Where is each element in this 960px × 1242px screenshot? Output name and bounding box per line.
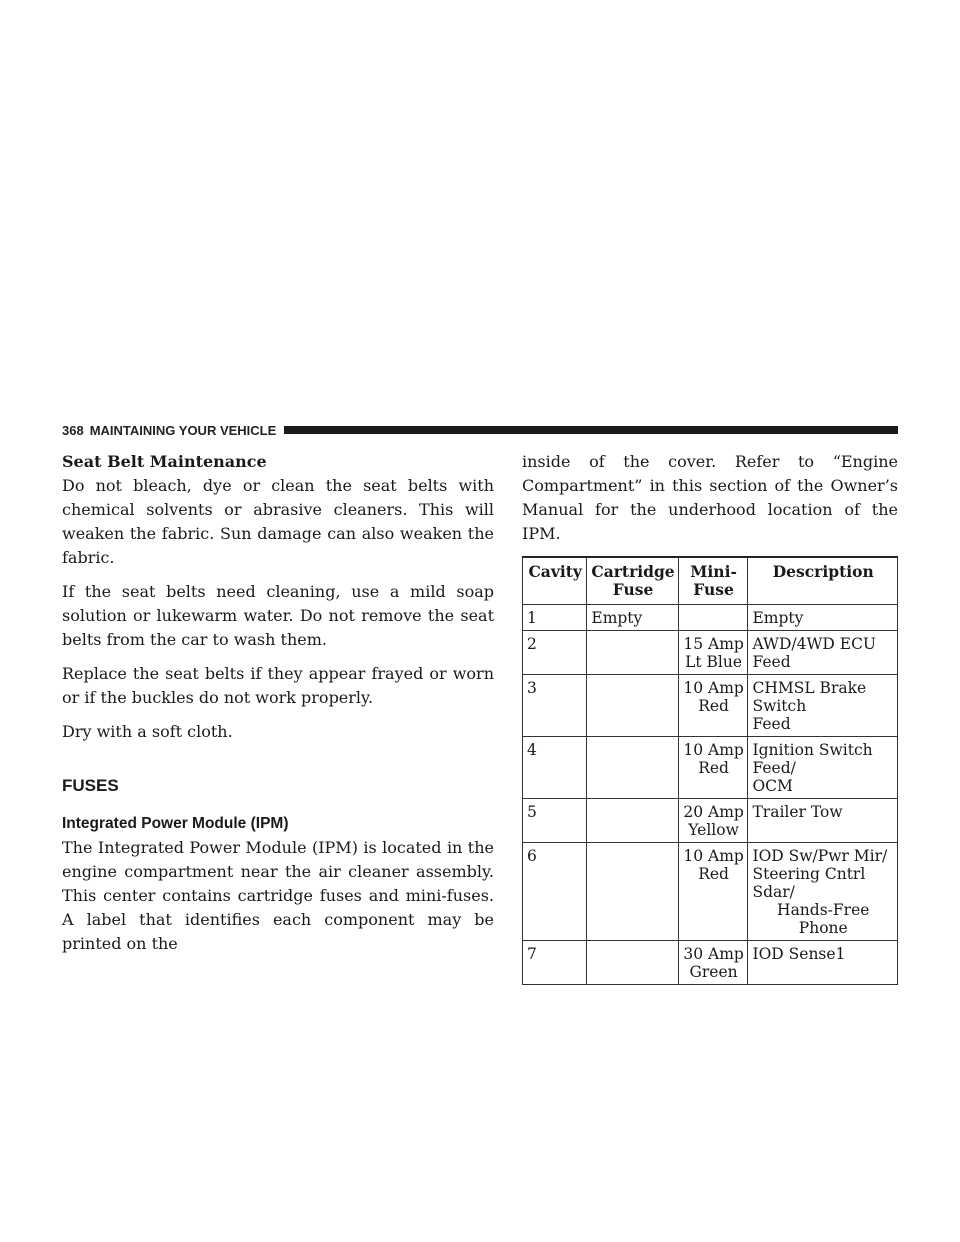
cavity-cell: 3 bbox=[523, 675, 587, 737]
header-mini-fuse: Mini- Fuse bbox=[678, 557, 748, 605]
seat-belt-heading: Seat Belt Maintenance bbox=[62, 452, 267, 471]
cavity-cell: 2 bbox=[523, 631, 587, 675]
page-number: 368 bbox=[62, 422, 84, 438]
mini-fuse-cell: 15 Amp Lt Blue bbox=[678, 631, 748, 675]
left-column bbox=[62, 450, 494, 966]
paragraph: If the seat belts need cleaning, use a mild soap solution or lukewarm water. Do not remove the seat belts from the car to wash them. bbox=[62, 582, 494, 649]
paragraph: Dry with a soft cloth. bbox=[62, 722, 233, 741]
paragraph: Replace the seat belts if they appear frayed or worn or if the buckles do not work properly. bbox=[62, 664, 494, 707]
mini-fuse-cell: 20 Amp Yellow bbox=[678, 799, 748, 843]
paragraph: Do not bleach, dye or clean the seat belts with chemical solvents or abrasive cleaners. This will weaken the fabric. Sun damage can also weaken the fabric. bbox=[62, 476, 494, 567]
cartridge-cell bbox=[587, 843, 678, 941]
cavity-cell: 5 bbox=[523, 799, 587, 843]
description-cell: Empty bbox=[748, 605, 898, 631]
ipm-heading: Integrated Power Module (IPM) bbox=[62, 815, 289, 832]
header-description: Description bbox=[748, 557, 898, 605]
mini-fuse-cell: 10 Amp Red bbox=[678, 675, 748, 737]
mini-fuse-cell: 10 Amp Red bbox=[678, 843, 748, 941]
mini-fuse-cell: 10 Amp Red bbox=[678, 737, 748, 799]
cartridge-cell bbox=[587, 799, 678, 843]
cartridge-cell bbox=[587, 941, 678, 985]
cartridge-cell bbox=[587, 631, 678, 675]
cavity-cell: 1 bbox=[523, 605, 587, 631]
cavity-cell: 6 bbox=[523, 843, 587, 941]
table-row bbox=[523, 631, 898, 675]
table-row bbox=[523, 941, 898, 985]
paragraph: The Integrated Power Module (IPM) is located in the engine compartment near the air cleaner assembly. This center contains cartridge fuses and mini-fuses. A label that identifies each component may be printed on the bbox=[62, 838, 494, 953]
description-cell: Trailer Tow bbox=[748, 799, 898, 843]
mini-fuse-cell bbox=[678, 605, 748, 631]
header-cartridge-fuse: Cartridge Fuse bbox=[587, 557, 678, 605]
table-row bbox=[523, 843, 898, 941]
cartridge-cell bbox=[587, 737, 678, 799]
header-cavity: Cavity bbox=[523, 557, 587, 605]
description-cell: Ignition Switch Feed/ OCM bbox=[748, 737, 898, 799]
header-rule bbox=[284, 426, 898, 434]
right-column bbox=[522, 450, 898, 985]
section-title: MAINTAINING YOUR VEHICLE bbox=[89, 422, 277, 438]
cavity-cell: 4 bbox=[523, 737, 587, 799]
cavity-cell: 7 bbox=[523, 941, 587, 985]
description-cell: AWD/4WD ECU Feed bbox=[748, 631, 898, 675]
description-cell: CHMSL Brake Switch Feed bbox=[748, 675, 898, 737]
description-cell: IOD Sw/Pwr Mir/ Steering Cntrl Sdar/ Hands-Free Phone bbox=[748, 843, 898, 941]
description-cell: IOD Sense1 bbox=[748, 941, 898, 985]
fuse-table bbox=[522, 556, 898, 985]
table-row bbox=[523, 737, 898, 799]
paragraph: inside of the cover. Refer to “Engine Compartment” in this section of the Owner’s Manual for the underhood location of the IPM. bbox=[522, 452, 898, 543]
table-row bbox=[523, 799, 898, 843]
fuses-heading: FUSES bbox=[62, 776, 119, 795]
table-header-row bbox=[523, 557, 898, 605]
cartridge-cell bbox=[587, 675, 678, 737]
cartridge-cell: Empty bbox=[587, 605, 678, 631]
page-header bbox=[62, 420, 898, 440]
table-row bbox=[523, 605, 898, 631]
mini-fuse-cell: 30 Amp Green bbox=[678, 941, 748, 985]
table-row bbox=[523, 675, 898, 737]
